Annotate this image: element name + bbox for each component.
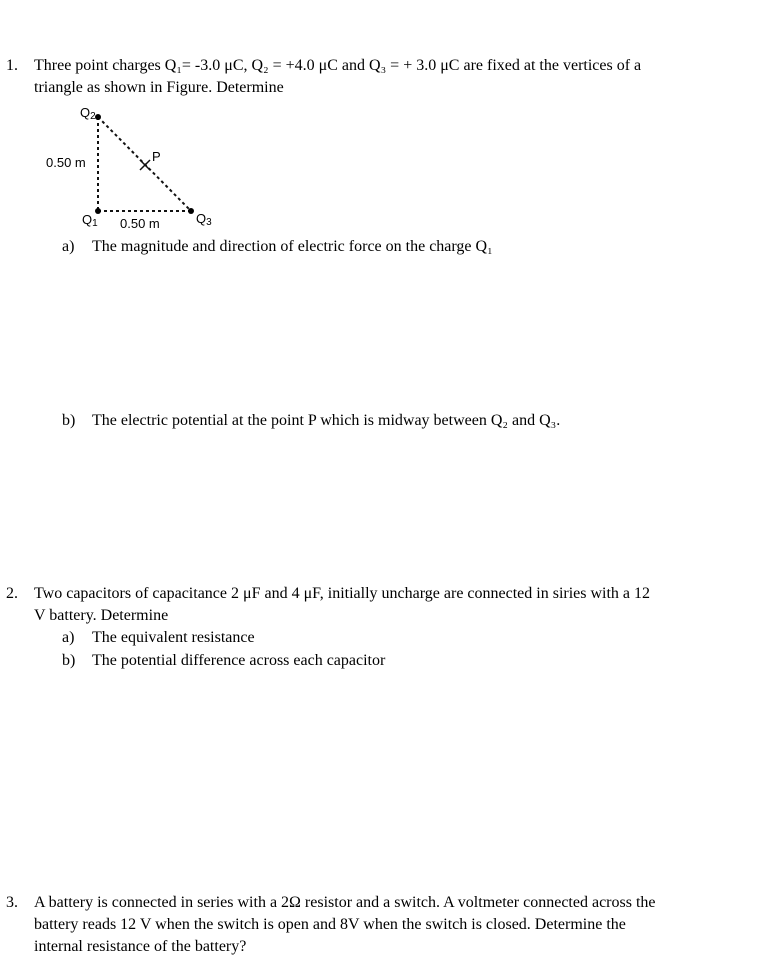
q2-number: 2. xyxy=(6,585,18,602)
charge-q3-dot xyxy=(188,208,194,214)
q3-subscript: 3 xyxy=(206,217,212,228)
q1a-marker: a) xyxy=(62,238,75,255)
q1-text-line1: Three point charges Q₁= -3.0 μC, Q₂ = +4.0 μC and Q₃ = + 3.0 μC are fixed at the vertices of a xyxy=(34,57,642,74)
triangle-figure xyxy=(0,0,260,240)
q3-number: 3. xyxy=(6,894,18,911)
q3-text-line3: internal resistance of the battery? xyxy=(34,938,247,955)
q3-text-line1: A battery is connected in series with a 2Ω resistor and a switch. A voltmeter connected across the xyxy=(34,894,656,911)
q2-subscript: 2 xyxy=(90,111,96,122)
q2b-marker: b) xyxy=(62,652,76,669)
q3-letter: Q xyxy=(196,211,207,226)
q2b-text: The potential difference across each capacitor xyxy=(92,652,386,669)
vertical-side-label: 0.50 m xyxy=(46,155,86,170)
q2-text-line1: Two capacitors of capacitance 2 μF and 4 μF, initially uncharge are connected in siries with a 12 xyxy=(34,585,651,602)
q2a-text: The equivalent resistance xyxy=(92,629,255,646)
q1-label xyxy=(82,211,98,229)
q1b-text: The electric potential at the point P which is midway between Q₂ and Q₃. xyxy=(92,412,561,429)
q2a-marker: a) xyxy=(62,629,75,646)
q2-label xyxy=(80,104,96,122)
q2-text-line2: V battery. Determine xyxy=(34,607,169,624)
q1a-text: The magnitude and direction of electric force on the charge Q₁ xyxy=(92,238,493,255)
horizontal-side-label: 0.50 m xyxy=(120,216,160,231)
q3-label xyxy=(196,210,212,228)
q2-letter: Q xyxy=(80,105,91,120)
q3-text-line2: battery reads 12 V when the switch is open and 8V when the switch is closed. Determine the xyxy=(34,916,626,933)
q1-text-line2: triangle as shown in Figure. Determine xyxy=(34,79,284,96)
p-label: P xyxy=(152,149,161,164)
q1-letter: Q xyxy=(82,212,93,227)
q1-number: 1. xyxy=(6,57,18,74)
q1b-marker: b) xyxy=(62,412,76,429)
point-p-cross-icon xyxy=(140,160,150,170)
q1-subscript: 1 xyxy=(92,218,98,229)
